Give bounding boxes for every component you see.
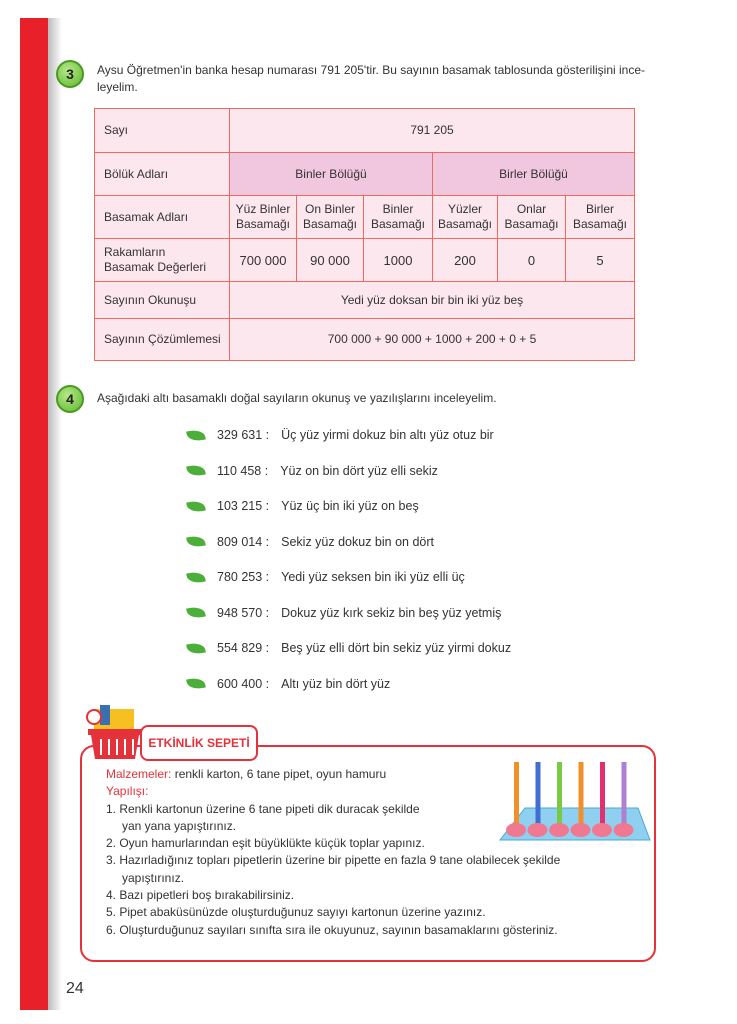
place-line: Basamağı bbox=[370, 217, 426, 231]
item-number: 329 631 : bbox=[217, 428, 270, 442]
item-number: 554 829 : bbox=[217, 641, 270, 655]
place-name-cell bbox=[566, 196, 635, 239]
number-list-item bbox=[187, 677, 390, 691]
item-number: 780 253 : bbox=[217, 570, 270, 584]
label-line: Basamak Değerleri bbox=[104, 260, 207, 274]
step-line: yan yana yapıştırınız. bbox=[122, 818, 237, 833]
place-line: Yüzler bbox=[447, 202, 482, 216]
row-label-sayi: Sayı bbox=[95, 109, 230, 153]
materials-text: renkli karton, 6 tane pipet, oyun hamuru bbox=[171, 767, 387, 781]
number-cell: 791 205 bbox=[230, 109, 635, 153]
section-4-intro: Aşağıdaki altı basamaklı doğal sayıların okunuş ve yazılışlarını inceleyelim. bbox=[97, 391, 497, 405]
place-name-cell bbox=[297, 196, 364, 239]
leaf-bullet-icon bbox=[186, 535, 206, 549]
number-list-item bbox=[187, 428, 494, 442]
activity-title: ETKİNLİK SEPETİ bbox=[140, 725, 258, 761]
leaf-bullet-icon bbox=[186, 428, 206, 442]
item-reading: Altı yüz bin dört yüz bbox=[281, 676, 391, 691]
reading-cell: Yedi yüz doksan bir bin iki yüz beş bbox=[230, 282, 635, 319]
step-line: 1. Renkli kartonun üzerine 6 tane pipeti dik duracak şekilde bbox=[106, 801, 420, 816]
item-number: 103 215 : bbox=[217, 499, 270, 513]
leaf-bullet-icon bbox=[186, 677, 206, 691]
number-list-item bbox=[187, 499, 419, 513]
number-list-item bbox=[187, 535, 434, 549]
materials-label: Malzemeler: bbox=[106, 767, 172, 781]
leaf-bullet-icon bbox=[186, 641, 206, 655]
leaf-bullet-icon bbox=[186, 499, 206, 513]
number-list-item bbox=[187, 641, 511, 655]
place-line: Onlar bbox=[516, 202, 547, 216]
item-number: 110 458 : bbox=[217, 463, 269, 478]
step-line: 6. Oluşturduğunuz sayıları sınıfta sıra ile okuyunuz, sayının basamaklarını gösteriniz. bbox=[106, 922, 558, 937]
place-line: Birler bbox=[586, 202, 615, 216]
place-value-table bbox=[94, 108, 635, 361]
leaf-bullet-icon bbox=[186, 570, 206, 584]
row-label-cozum: Sayının Çözümlemesi bbox=[95, 319, 230, 361]
item-number: 809 014 : bbox=[217, 534, 270, 549]
place-value-cell: 90 000 bbox=[297, 239, 364, 282]
group-birler: Birler Bölüğü bbox=[433, 153, 635, 196]
place-line: Basamağı bbox=[437, 217, 493, 231]
item-reading: Üç yüz yirmi dokuz bin altı yüz otuz bir bbox=[281, 428, 494, 442]
place-name-cell bbox=[364, 196, 433, 239]
basket-icon bbox=[86, 705, 144, 760]
leaf-bullet-icon bbox=[186, 606, 206, 620]
steps-label: Yapılışı: bbox=[106, 784, 149, 799]
activity-content bbox=[106, 766, 626, 939]
place-value-cell: 5 bbox=[566, 239, 635, 282]
number-list-item bbox=[187, 464, 438, 478]
step-line: 5. Pipet abaküsünüzde oluşturduğunuz sayıyı kartonun üzerine yazınız. bbox=[106, 905, 486, 920]
number-list-item bbox=[187, 606, 501, 620]
place-line: Yüz Binler bbox=[235, 202, 291, 216]
row-label-okunus: Sayının Okunuşu bbox=[95, 282, 230, 319]
row-label-basamak: Basamak Adları bbox=[95, 196, 230, 239]
step-line: 3. Hazırladığınız topları pipetlerin üzerine bir pipette en fazla 9 tane olabilecek şekilde bbox=[106, 853, 561, 868]
item-reading: Yüz on bin dört yüz elli sekiz bbox=[280, 463, 438, 478]
leaf-bullet-icon bbox=[186, 464, 206, 478]
page-number: 24 bbox=[66, 980, 84, 997]
item-reading: Dokuz yüz kırk sekiz bin beş yüz yetmiş bbox=[281, 605, 502, 620]
step-line: 4. Bazı pipetleri boş bırakabilirsiniz. bbox=[106, 888, 295, 903]
step-line: 2. Oyun hamurlarından eşit büyüklükte küçük toplar yapınız. bbox=[106, 836, 425, 851]
place-line: Basamağı bbox=[572, 217, 628, 231]
place-name-cell bbox=[230, 196, 297, 239]
place-value-cell: 200 bbox=[433, 239, 498, 282]
place-value-cell: 0 bbox=[498, 239, 566, 282]
place-line: Basamağı bbox=[504, 217, 559, 231]
item-reading: Sekiz yüz dokuz bin on dört bbox=[281, 534, 435, 549]
place-line: Basamağı bbox=[302, 217, 358, 231]
item-number: 600 400 : bbox=[217, 676, 270, 691]
row-label-rakam bbox=[95, 239, 230, 282]
page-shadow bbox=[48, 18, 62, 1010]
section-3-badge: 3 bbox=[56, 60, 84, 88]
item-reading: Yedi yüz seksen bin iki yüz elli üç bbox=[281, 570, 465, 584]
item-reading: Yüz üç bin iki yüz on beş bbox=[281, 499, 419, 513]
place-line: Binler bbox=[382, 202, 414, 216]
row-label-boluk: Bölük Adları bbox=[95, 153, 230, 196]
page-edge-bar bbox=[20, 18, 48, 1010]
place-name-cell bbox=[433, 196, 498, 239]
materials-line bbox=[106, 766, 626, 783]
group-binler: Binler Bölüğü bbox=[230, 153, 433, 196]
section-3-intro: Aysu Öğretmen'in banka hesap numarası 791 205'tir. Bu sayının basamak tablosunda gösterilişini ince- bbox=[97, 63, 646, 77]
number-list-item bbox=[187, 570, 465, 584]
place-line: On Binler bbox=[304, 202, 356, 216]
place-value-cell: 1000 bbox=[364, 239, 433, 282]
decomposition-cell: 700 000 + 90 000 + 1000 + 200 + 0 + 5 bbox=[230, 319, 635, 361]
section-3-intro-cont: leyelim. bbox=[97, 80, 138, 94]
section-4-badge: 4 bbox=[56, 385, 84, 413]
place-line: Basamağı bbox=[235, 217, 291, 231]
item-number: 948 570 : bbox=[217, 605, 270, 620]
place-name-cell bbox=[498, 196, 566, 239]
place-value-cell: 700 000 bbox=[230, 239, 297, 282]
label-line: Rakamların bbox=[104, 245, 166, 259]
step-line: yapıştırınız. bbox=[122, 870, 185, 885]
item-reading: Beş yüz elli dört bin sekiz yüz yirmi dokuz bbox=[281, 641, 512, 655]
